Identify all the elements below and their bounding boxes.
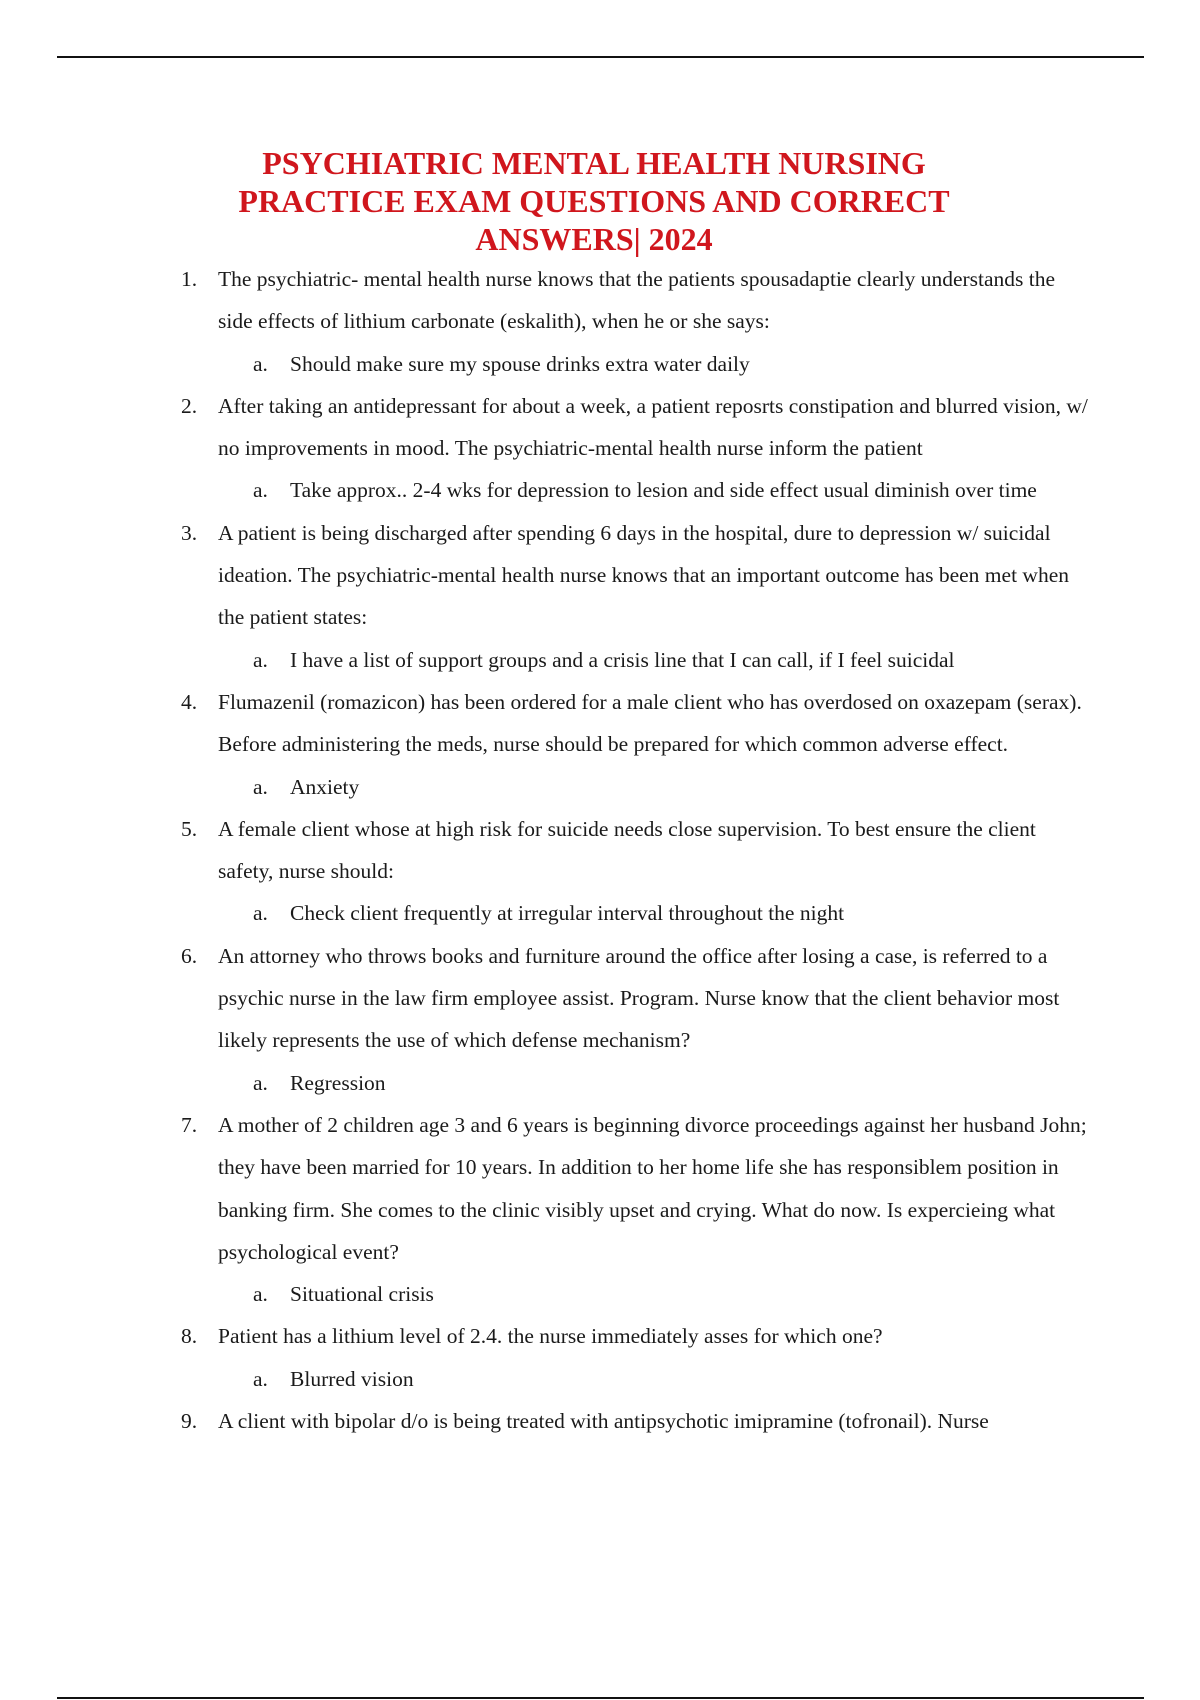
answer-text: Situational crisis [290, 1282, 434, 1307]
question-item [175, 1315, 1090, 1400]
answer-letter: a. [253, 901, 268, 926]
question-text: Flumazenil (romazicon) has been ordered for a male client who has overdosed on oxazepam (serax). Before administering the meds, nurse should be prepared for which common adverse effect. [218, 689, 1082, 757]
answer-letter: a. [253, 478, 268, 503]
question-item [175, 1104, 1090, 1315]
question-item [175, 258, 1090, 385]
answer-text: Regression [290, 1070, 386, 1095]
answer-item [175, 469, 1090, 511]
question-text: An attorney who throws books and furniture around the office after losing a case, is referred to a psychic nurse in the law firm employee assist. Program. Nurse know that the client behavior most likely represents the use of which defense mechanism? [218, 943, 1060, 1053]
question-text: A client with bipolar d/o is being treated with antipsychotic imipramine (tofronail). Nurse [218, 1409, 989, 1434]
answer-item [175, 343, 1090, 385]
answer-text: I have a list of support groups and a crisis line that I can call, if I feel suicidal [290, 647, 955, 672]
question-number: 5. [181, 816, 198, 841]
title-line-2: PRACTICE EXAM QUESTIONS AND CORRECT [238, 183, 950, 219]
question-number: 7. [181, 1112, 198, 1137]
question-text: The psychiatric- mental health nurse knows that the patients spousadaptie clearly understands the side effects of lithium carbonate (eskalith), when he or she says: [218, 267, 1056, 334]
question-text: A mother of 2 children age 3 and 6 years is beginning divorce proceedings against her husband John; they have been married for 10 years. In addition to her home life she has responsiblem position in banking firm. She comes to the clinic visibly upset and crying. What do now. Is expercieing what psychological event? [218, 1112, 1087, 1264]
question-number: 6. [181, 943, 198, 968]
question-item [175, 385, 1090, 512]
answer-text: Take approx.. 2-4 wks for depression to lesion and side effect usual diminish over time [290, 478, 1037, 503]
question-item [175, 681, 1090, 808]
answer-letter: a. [253, 1070, 268, 1095]
answer-letter: a. [253, 774, 268, 799]
answer-text: Should make sure my spouse drinks extra water daily [290, 351, 750, 376]
question-number: 2. [181, 393, 198, 418]
question-text: A patient is being discharged after spending 6 days in the hospital, dure to depression w/ suicidal ideation. The psychiatric-mental health nurse knows that an important outcome has been met when the patient states: [218, 520, 1069, 630]
answer-item [175, 892, 1090, 934]
question-item [175, 808, 1090, 935]
question-number: 9. [181, 1409, 198, 1434]
answer-item [175, 1273, 1090, 1315]
answer-text: Anxiety [290, 774, 360, 799]
question-item [175, 935, 1090, 1104]
question-text: After taking an antidepressant for about a week, a patient reposrts constipation and blurred vision, w/ no improvements in mood. The psychiatric-mental health nurse inform the patient [218, 393, 1088, 461]
top-rule [57, 56, 1144, 58]
bottom-rule [57, 1697, 1144, 1699]
answer-letter: a. [253, 351, 268, 376]
question-number: 3. [181, 520, 198, 545]
question-number: 4. [181, 689, 198, 714]
answer-item [175, 1358, 1090, 1400]
question-number: 8. [181, 1324, 198, 1349]
title-line-1: PSYCHIATRIC MENTAL HEALTH NURSING [262, 145, 926, 181]
answer-item [175, 639, 1090, 681]
answer-text: Blurred vision [290, 1366, 414, 1391]
title-line-3: ANSWERS| 2024 [475, 221, 713, 257]
answer-letter: a. [253, 647, 268, 672]
question-list [175, 258, 1090, 1442]
answer-item [175, 766, 1090, 808]
question-item [175, 512, 1090, 681]
question-text: Patient has a lithium level of 2.4. the nurse immediately asses for which one? [218, 1324, 883, 1349]
answer-text: Check client frequently at irregular interval throughout the night [290, 901, 845, 926]
answer-letter: a. [253, 1366, 268, 1391]
question-text: A female client whose at high risk for suicide needs close supervision. To best ensure the client safety, nurse should: [218, 816, 1036, 884]
answer-letter: a. [253, 1282, 268, 1307]
document-title [0, 144, 1200, 258]
answer-item [175, 1062, 1090, 1104]
question-number: 1. [181, 267, 198, 291]
question-item [175, 1400, 1090, 1442]
